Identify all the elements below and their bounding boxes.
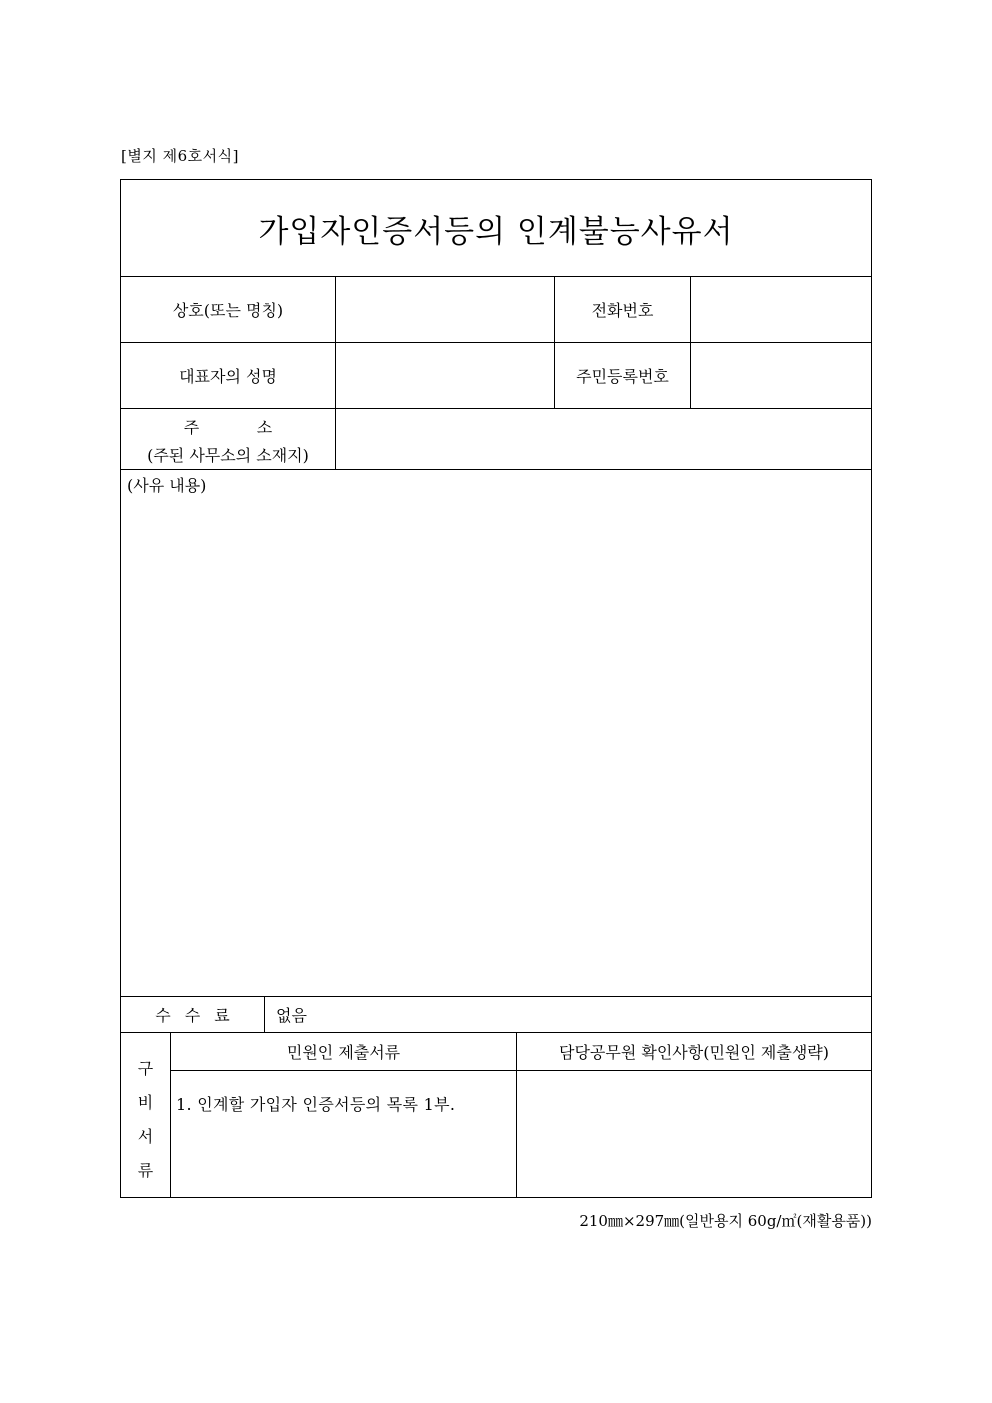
phone-field[interactable] — [691, 277, 871, 342]
company-name-label: 상호(또는 명칭) — [172, 301, 284, 320]
reason-field[interactable] — [121, 498, 871, 995]
fee-label — [121, 997, 264, 1032]
address-label-char: 주 — [183, 418, 200, 437]
required-documents-label — [121, 1032, 170, 1198]
representative-name-field[interactable] — [336, 343, 554, 408]
officer-check-header: 담당공무원 확인사항(민원인 제출생략) — [559, 1043, 829, 1062]
reason-label: (사유 내용) — [127, 476, 207, 495]
applicant-document-item: 1. 인계할 가입자 인증서등의 목록 1부. — [176, 1095, 456, 1114]
side-label-char: 구 — [137, 1059, 154, 1078]
form-title: 가입자인증서등의 인계불능사유서 — [258, 214, 734, 250]
divider — [264, 996, 265, 1033]
resident-number-field[interactable] — [691, 343, 871, 408]
address-field[interactable] — [336, 409, 871, 469]
phone-label: 전화번호 — [591, 301, 654, 320]
fee-label-char: 수 — [184, 1006, 201, 1025]
side-label-char: 서 — [137, 1127, 154, 1146]
applicant-documents-header: 민원인 제출서류 — [286, 1043, 401, 1062]
form-frame — [120, 179, 872, 1198]
representative-name-label: 대표자의 성명 — [179, 367, 277, 386]
side-label-char: 류 — [137, 1161, 154, 1180]
side-label-char: 비 — [137, 1093, 154, 1112]
address-sub-label: (주된 사무소의 소재지) — [147, 446, 309, 465]
address-label-char: 소 — [256, 418, 273, 437]
fee-label-char: 수 — [155, 1006, 171, 1025]
form-number-label: [별지 제6호서식] — [121, 147, 239, 165]
resident-number-label: 주민등록번호 — [576, 367, 669, 386]
address-label — [121, 409, 335, 470]
officer-check-field[interactable] — [517, 1071, 871, 1197]
company-name-field[interactable] — [336, 277, 554, 342]
paper-spec-footer: 210㎜×297㎜(일반용지 60g/㎡(재활용품)) — [579, 1212, 872, 1230]
fee-value: 없음 — [276, 1006, 307, 1025]
fee-label-char: 료 — [214, 1006, 230, 1025]
